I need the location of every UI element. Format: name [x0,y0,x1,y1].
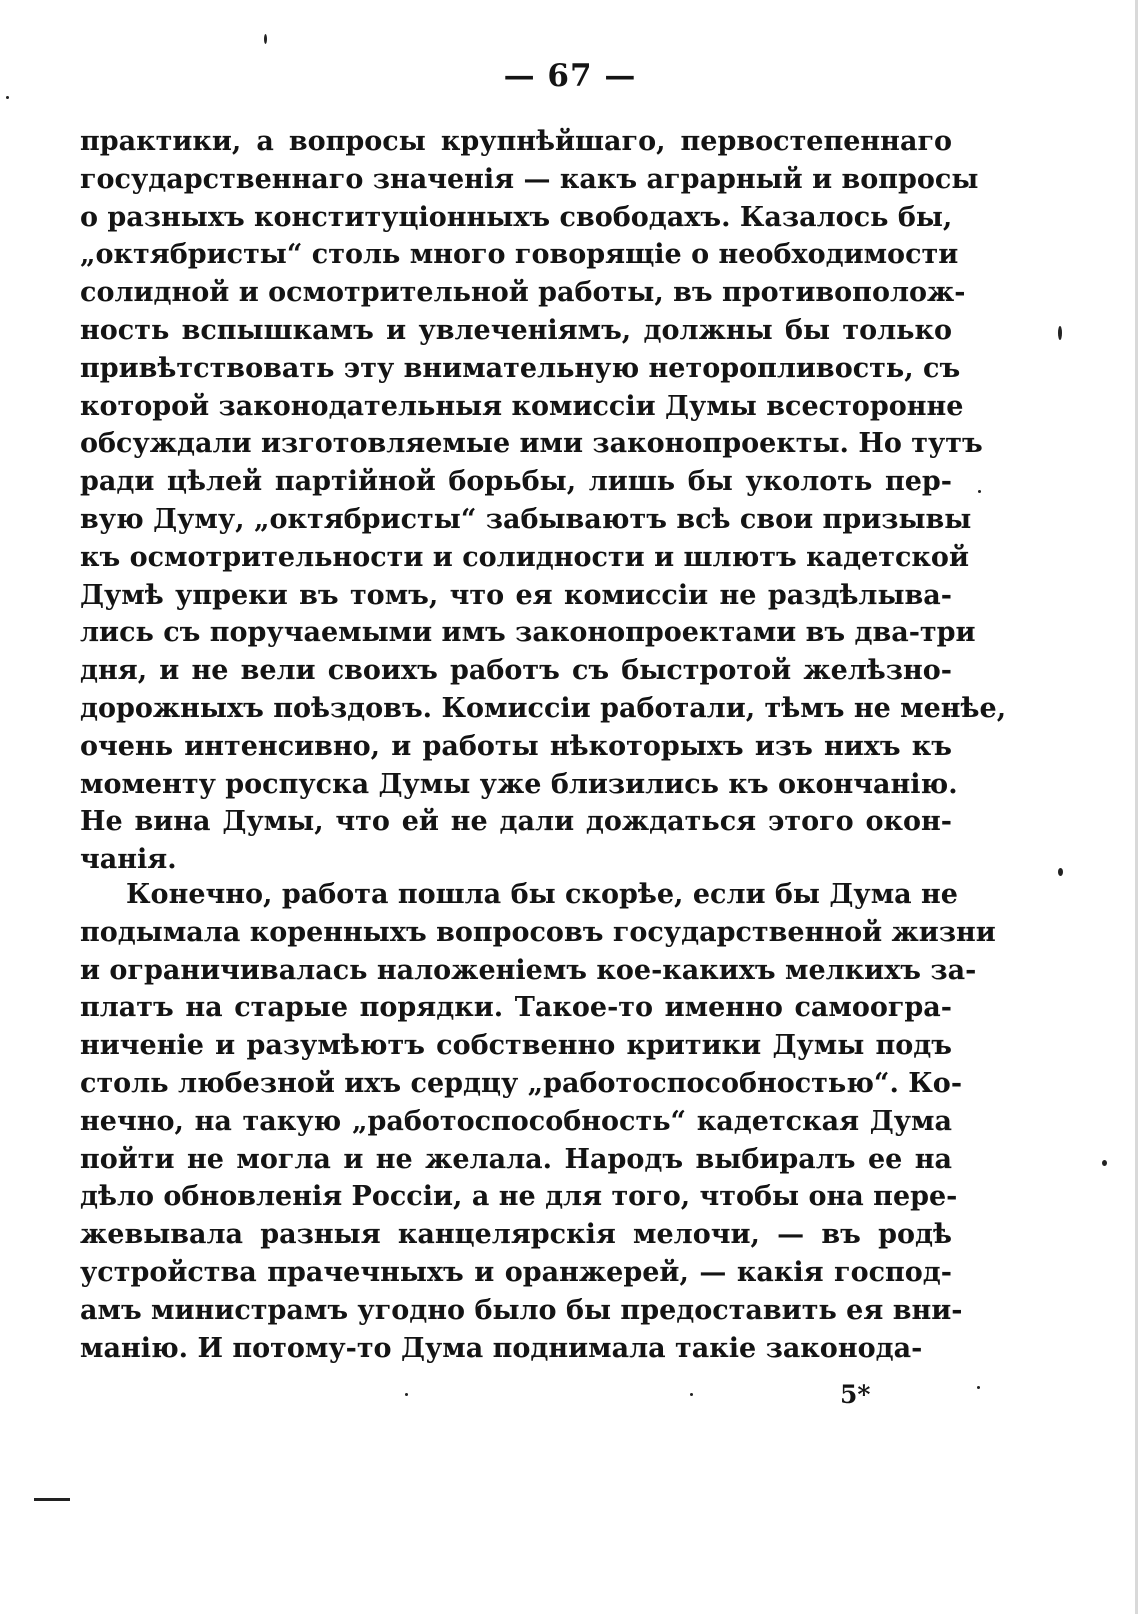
text-line: пойти не могла и не желала. Народъ выбиралъ ее на [80,1143,952,1175]
scan-speck [1058,326,1062,340]
scan-speck [977,1386,980,1389]
text-line: Конечно, работа пошла бы скорѣе, если бы Дума не [126,879,958,910]
text-line: къ осмотрительности и солидности и шлютъ кадетской [80,541,969,573]
text-line: которой законодательныя комиссіи Думы всесторонне [80,390,964,422]
paragraph-1 [80,123,1007,879]
text-line: ниченіе и разумѣютъ собственно критики Думы подъ [80,1030,952,1062]
scan-speck [6,96,9,99]
scan-speck [405,1393,408,1396]
text-line: ради цѣлей партійной борьбы, лишь бы уколоть пер- [80,466,952,498]
text-line: Не вина Думы, что ей не дали дождаться этого окон- [80,806,952,838]
scan-artifact-dash [34,1498,70,1501]
text-line: дѣло обновленія Россіи, а не для того, чтобы она пере- [80,1181,958,1213]
text-line: чанія. [80,844,177,876]
scan-speck [264,34,267,44]
text-line: лись съ поручаемыми имъ законопроектами въ два-три [80,617,976,649]
text-line: обсуждали изготовляемые ими законопроекты. Но тутъ [80,428,983,460]
text-line: очень интенсивно, и работы нѣкоторыхъ изъ нихъ къ [80,730,952,762]
text-line: вую Думу, „октябристы“ забываютъ всѣ свои призывы [80,503,972,535]
scan-speck [1102,1160,1107,1166]
paragraph-2 [80,876,996,1367]
text-line: Думѣ упреки въ томъ, что ея комиссіи не раздѣлыва- [80,579,952,611]
text-line: манію. И потому-то Дума поднимала такіе законода- [80,1332,923,1364]
text-line: практики, а вопросы крупнѣйшаго, первостепеннаго [80,126,952,157]
text-line: дня, и не вели своихъ работъ съ быстротой желѣзно- [80,655,952,687]
text-line: о разныхъ конституціонныхъ свободахъ. Казалось бы, [80,201,953,233]
text-line: амъ министрамъ угодно было бы предоставить ея вни- [80,1294,963,1326]
text-line: устройства прачечныхъ и оранжерей, — какія господ- [80,1256,952,1288]
scan-speck [1058,868,1063,876]
scan-edge-shadow [1135,0,1138,1614]
text-line: платъ на старые порядки. Такое-то именно самоогра- [80,992,952,1024]
text-line: жевывала разныя канцелярскія мелочи, — въ родѣ [80,1219,952,1251]
text-line: привѣтствовать эту внимательную неторопливость, съ [80,352,961,384]
text-line: государственнаго значенія — какъ аграрный и вопросы [80,163,979,195]
text-line: ность вспышкамъ и увлеченіямъ, должны бы только [80,314,952,346]
printer-signature-mark: 5* [840,1380,871,1409]
text-line: столь любезной ихъ сердцу „работоспособностью“. Ко- [80,1067,963,1099]
text-line: нечно, на такую „работоспособность“ кадетская Дума [80,1105,952,1137]
page-number: — 67 — [503,58,637,94]
text-line: „октябристы“ столь много говорящіе о необходимости [80,239,959,271]
scan-speck [978,490,981,493]
text-line: и ограничивалась наложеніемъ кое-какихъ мелкихъ за- [80,954,977,986]
text-line: дорожныхъ поѣздовъ. Комиссіи работали, тѣмъ не менѣе, [80,692,1007,724]
scan-speck [690,1393,693,1396]
text-line: подымала коренныхъ вопросовъ государственной жизни [80,916,996,948]
text-line: моменту роспуска Думы уже близились къ окончанію. [80,768,958,800]
text-line: солидной и осмотрительной работы, въ противополож- [80,277,966,309]
